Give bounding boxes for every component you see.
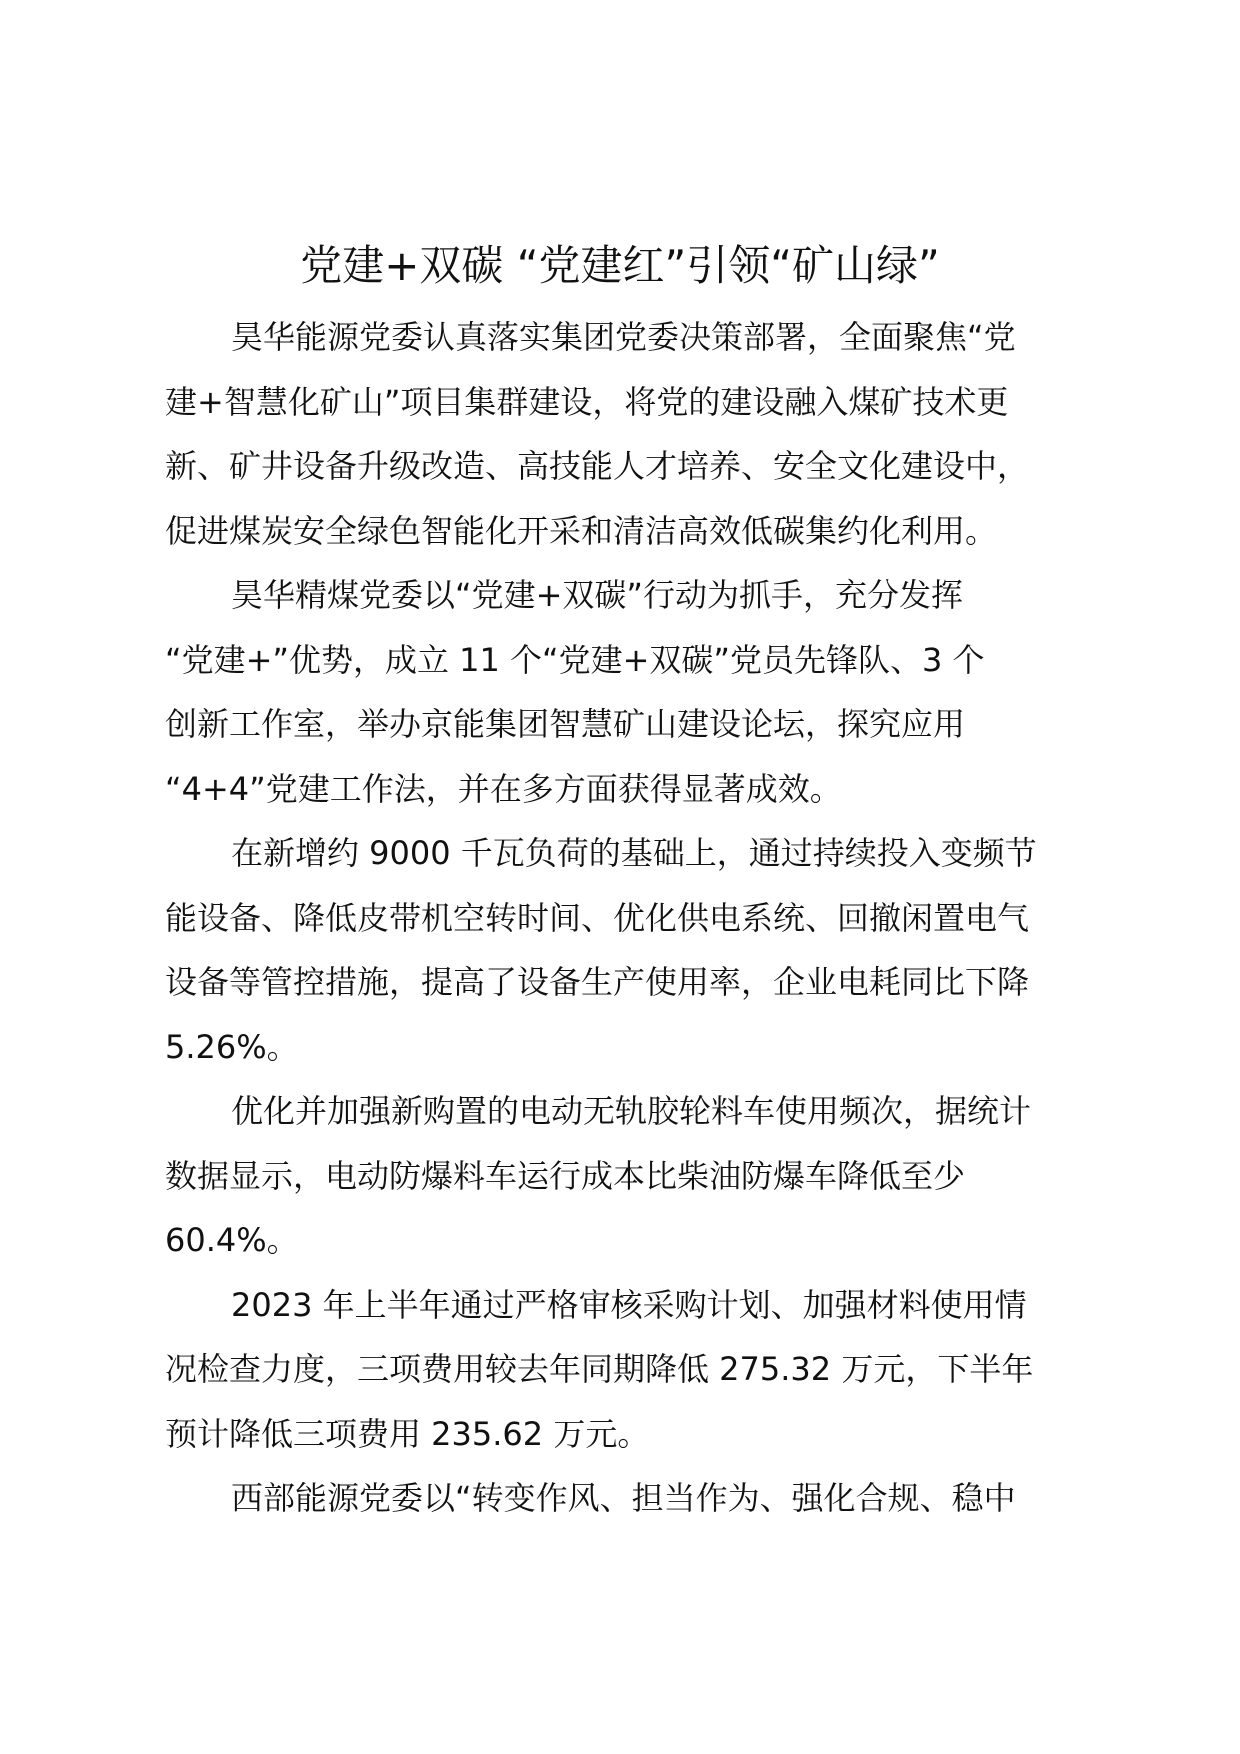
paragraph-line: 新、矿井设备升级改造、高技能人才培养、安全文化建设中，	[165, 447, 1030, 485]
paragraph	[165, 821, 1080, 1079]
paragraph	[165, 1079, 1080, 1273]
paragraph-line: 昊华精煤党委以“党建+双碳”行动为抓手，充分发挥	[231, 576, 963, 614]
paragraph-line: 在新增约 9000 千瓦负荷的基础上，通过持续投入变频节	[231, 834, 1037, 872]
paragraph-line: 西部能源党委以“转变作风、担当作为、强化合规、稳中	[231, 1479, 1016, 1517]
paragraph-line: 况检查力度，三项费用较去年同期降低 275.32 万元，下半年	[165, 1350, 1034, 1388]
paragraph-line: 5.26%。	[165, 1027, 299, 1066]
paragraph-line: 2023 年上半年通过严格审核采购计划、加强材料使用情	[231, 1285, 1027, 1324]
paragraph-line: 数据显示，电动防爆料车运行成本比柴油防爆车降低至少	[165, 1156, 966, 1195]
paragraph-line: 能设备、降低皮带机空转时间、优化供电系统、回撤闲置电气	[165, 898, 1030, 937]
paragraph-line: “4+4”党建工作法，并在多方面获得显著成效。	[165, 769, 842, 808]
document-body	[165, 305, 1080, 1531]
paragraph-line: 建+智慧化矿山”项目集群建设，将党的建设融入煤矿技术更	[165, 382, 1009, 421]
paragraph-line: 促进煤炭安全绿色智能化开采和清洁高效低碳集约化利用。	[165, 511, 998, 550]
paragraph-line: 昊华能源党委认真落实集团党委决策部署，全面聚焦“党	[231, 318, 1016, 356]
paragraph-line: 创新工作室，举办京能集团智慧矿山建设论坛，探究应用	[165, 705, 966, 743]
paragraph-line: 60.4%。	[165, 1221, 299, 1259]
paragraph	[165, 1273, 1080, 1467]
paragraph-line: “党建+”优势，成立 11 个“党建+双碳”党员先锋队、3 个	[165, 640, 985, 679]
paragraph-line: 优化并加强新购置的电动无轨胶轮料车使用频次，据统计	[231, 1092, 1032, 1130]
paragraph	[165, 1466, 1080, 1531]
paragraph	[165, 563, 1080, 821]
paragraph	[165, 305, 1080, 563]
document-title: 党建+双碳 “党建红”引领“矿山绿”	[300, 241, 940, 290]
paragraph-line: 设备等管控措施，提高了设备生产使用率，企业电耗同比下降	[165, 963, 1030, 1001]
paragraph-line: 预计降低三项费用 235.62 万元。	[165, 1414, 650, 1453]
